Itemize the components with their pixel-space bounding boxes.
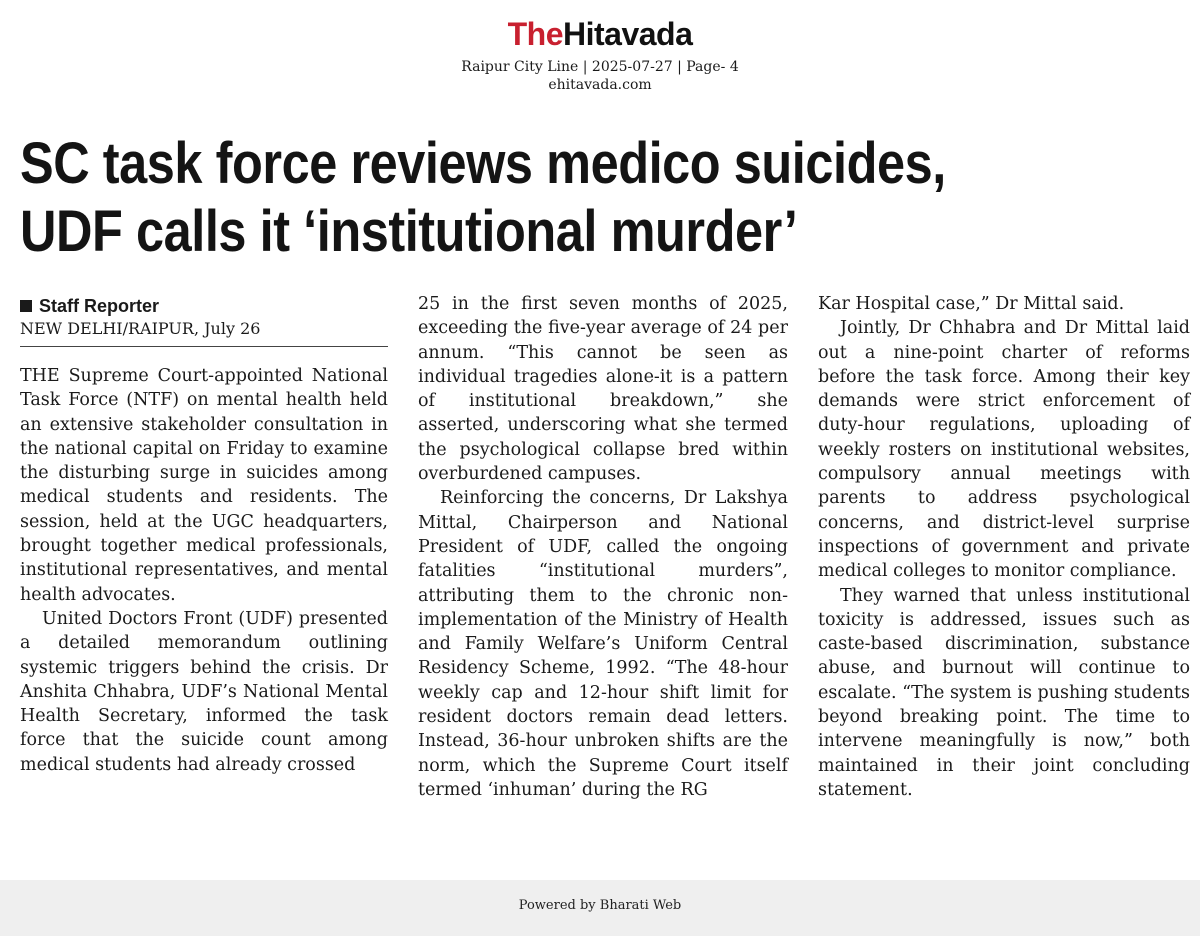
article-paragraph: Kar Hospital case,” Dr Mittal said. [818,294,1125,314]
article-paragraph: THE Supreme Court-appointed National Task Force (NTF) on mental health held an extensive stakeholder consultation in the national capital on Friday to examine the disturbing surge in suicides among medical students and residents. The session, held at the UGC headquarters, brought together medical professionals, institutional representatives, and mental health advocates. [20,366,388,605]
byline [20,294,388,340]
article-paragraph: United Doctors Front (UDF) presented a detailed memorandum outlining systemic triggers behind the crisis. Dr Anshita Chhabra, UDF’s National Mental Health Secretary, informed the task force that the suicide count among medical students had already crossed [20,608,388,775]
dateline: NEW DELHI/RAIPUR, July 26 [20,319,261,338]
article-column-3 [818,292,1190,802]
reporter [20,294,388,318]
reporter-name: Staff Reporter [39,296,160,316]
website-link[interactable]: ehitavada.com [548,77,652,93]
footer-bar [0,880,1200,936]
article-paragraph: Jointly, Dr Chhabra and Dr Mittal laid out a nine-point charter of reforms before the task force. Among their key demands were strict enforcement of duty-hour regulations, uploading of weekly rosters on institutional websites, compulsory annual meetings with parents to address psychological concerns, and district-level surprise inspections of government and private medical colleges to monitor compliance. [818,318,1190,582]
masthead [0,14,1200,94]
article-paragraph: They warned that unless institutional toxicity is addressed, issues such as caste-based discrimination, substance abuse, and burnout will continue to escalate. “The system is pushing students beyond breaking point. The time to intervene meaningfully is now,” both maintained in their joint concluding statement. [818,585,1190,800]
logo-the: The [507,16,563,52]
article-paragraph: 25 in the first seven months of 2025, exceeding the five-year average of 24 per annum. “This cannot be seen as individual tragedies alone-it is a pattern of institutional breakdown,” she asserted, underscoring what she termed the psychological collapse bred within overburdened campuses. [418,294,788,485]
logo-name: Hitavada [563,16,693,52]
headline-line-2: UDF calls it ‘institutional murder’ [20,199,798,264]
article-column-1 [20,364,388,777]
article-paragraph: Reinforcing the concerns, Dr Lakshya Mittal, Chairperson and National President of UDF, called the ongoing fatalities “institutional murders”, attributing them to the chronic non-implementation of the Ministry of Health and Family Welfare’s Uniform Central Residency Scheme, 1992. “The 48-hour weekly cap and 12-hour shift limit for resident doctors remain dead letters. Instead, 36-hour unbroken shifts are the norm, which the Supreme Court itself termed ‘inhuman’ during the RG [418,488,788,800]
headline-line-1: SC task force reviews medico suicides, [20,131,946,196]
square-bullet-icon [20,300,32,312]
byline-divider [20,346,388,347]
powered-by-link[interactable]: Powered by Bharati Web [518,898,682,913]
edition-line: Raipur City Line | 2025-07-27 | Page- 4 [461,59,739,75]
newspaper-logo [0,14,1200,54]
article-headline [20,130,1038,266]
article-column-2 [418,292,788,802]
